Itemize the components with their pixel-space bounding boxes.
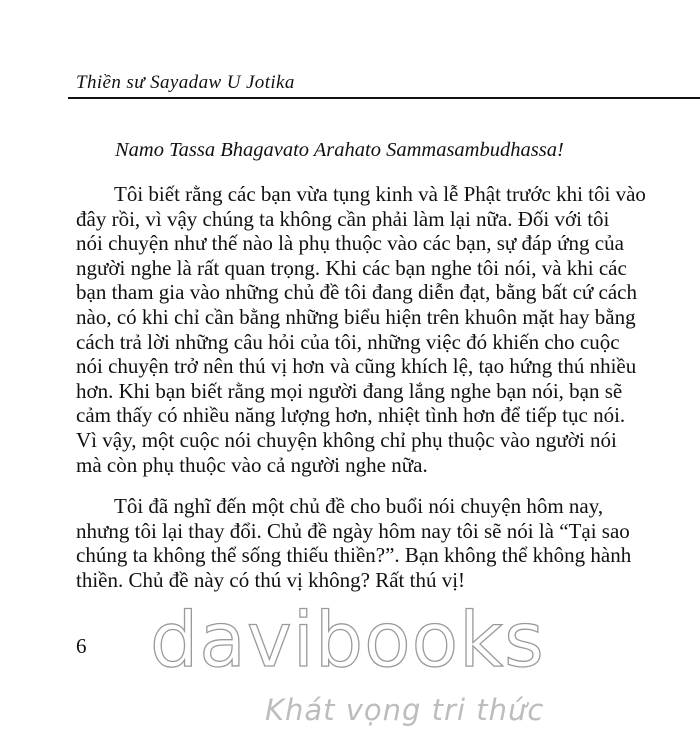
paragraph-2 — [76, 494, 700, 592]
paragraph-line: cảm thấy có nhiều năng lượng hơn, nhiệt tình hơn để tiếp tục nói. — [76, 403, 626, 428]
paragraph-line: nào, có khi chỉ cần bằng những biểu hiện trên khuôn mặt hay bằng — [76, 304, 636, 329]
paragraph-line: bạn tham gia vào những chủ đề tôi đang diễn đạt, bằng bất cứ cách — [76, 280, 638, 305]
paragraph-line: đây rồi, vì vậy chúng ta không cần phải làm lại nữa. Đối với tôi — [76, 206, 610, 231]
paragraph-line: mà còn phụ thuộc vào cả người nghe nữa. — [76, 452, 428, 477]
paragraph-line: Vì vậy, một cuộc nói chuyện không chỉ phụ thuộc vào người nói — [76, 427, 617, 452]
paragraph-line: nói chuyện như thế nào là phụ thuộc vào các bạn, sự đáp ứng của — [76, 231, 624, 256]
page-number: 6 — [76, 634, 87, 658]
paragraph-line: Tôi biết rằng các bạn vừa tụng kinh và lễ Phật trước khi tôi vào — [114, 182, 646, 206]
paragraph-line: nói chuyện trở nên thú vị hơn và cũng khích lệ, tạo hứng thú nhiều — [76, 354, 637, 379]
paragraph-1 — [76, 182, 700, 477]
watermark-logo: davibooks — [150, 595, 545, 684]
paragraph-line: thiền. Chủ đề này có thú vị không? Rất thú vị! — [76, 567, 466, 592]
paragraph-line: hơn. Khi bạn biết rằng mọi người đang lắng nghe bạn nói, bạn sẽ — [76, 378, 623, 403]
header-rule — [68, 97, 700, 99]
paragraph-line: người nghe là rất quan trọng. Khi các bạn nghe tôi nói, và khi các — [76, 255, 627, 280]
paragraph-line: Tôi đã nghĩ đến một chủ đề cho buổi nói chuyện hôm nay, — [114, 494, 604, 518]
running-header-title: Thiền sư Sayadaw U Jotika — [76, 72, 295, 93]
invocation-line: Namo Tassa Bhagavato Arahato Sammasambudhassa! — [115, 139, 564, 161]
paragraph-line: nhưng tôi lại thay đổi. Chủ đề ngày hôm nay tôi sẽ nói là “Tại sao — [76, 518, 630, 543]
paragraph-line: chúng ta không thể sống thiếu thiền?”. Bạn không thể không hành — [76, 543, 632, 568]
paragraph-line: cách trả lời những câu hỏi của tôi, những việc đó khiến cho cuộc — [76, 329, 620, 354]
watermark-tagline: Khát vọng tri thức — [265, 693, 545, 727]
